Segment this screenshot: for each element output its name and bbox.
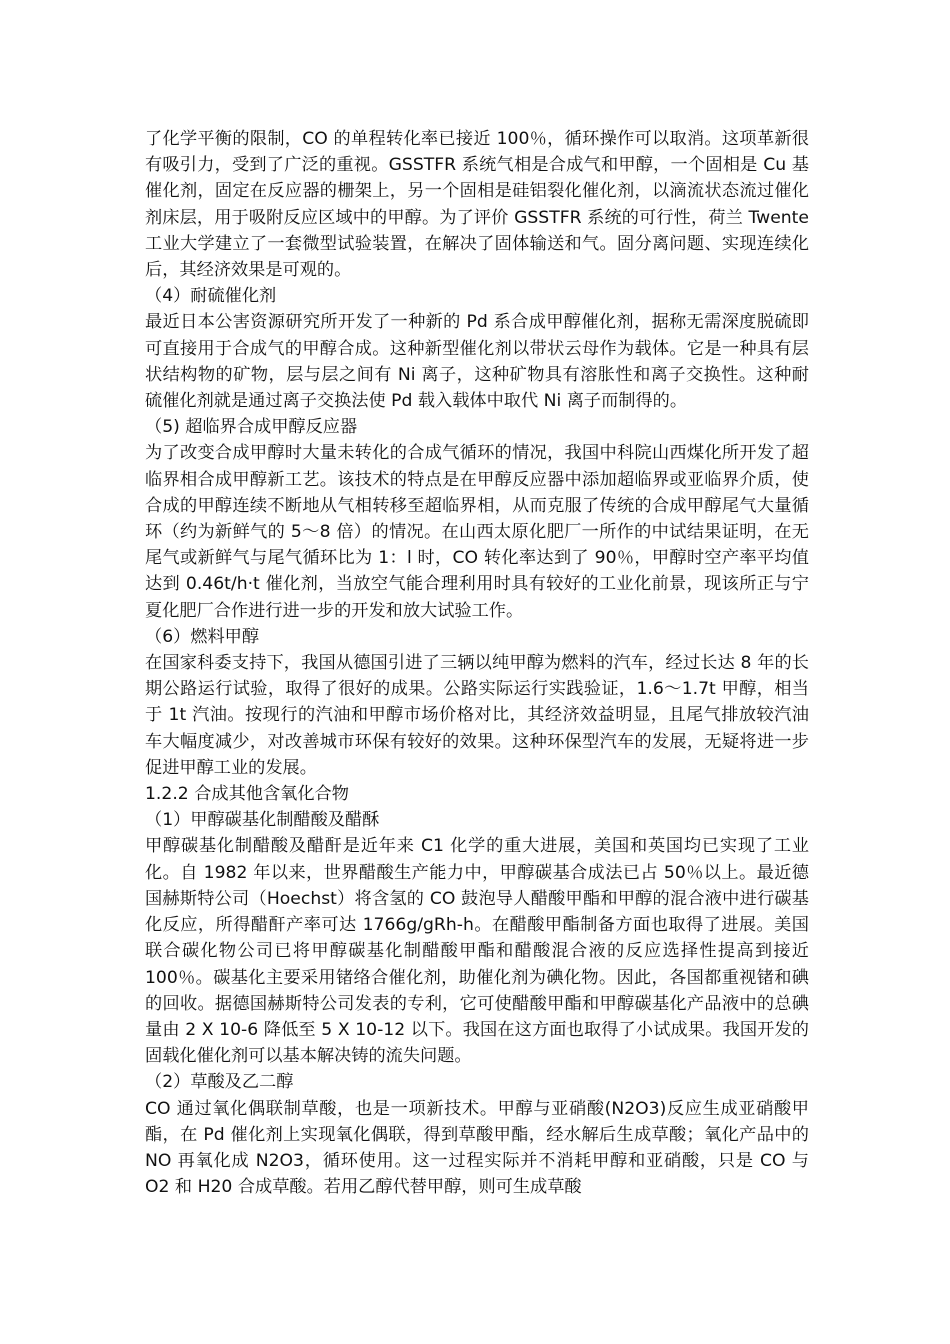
paragraph-pd-catalyst: 最近日本公害资源研究所开发了一种新的 Pd 系合成甲醇催化剂，据称无需深度脱硫即可直接用于合成气的甲醇合成。这种新型催化剂以带状云母作为载体。它是一种具有层状结构物的矿物，层与层之间有 Ni 离子，这种矿物具有溶胀性和离子交换性。这种耐硫催化剂就是通过离子交换法使 Pd 载入载体中取代 Ni 离子而制得的。 (145, 312, 809, 412)
paragraph-oxalic-acid: CO 通过氧化偶联制草酸，也是一项新技术。甲醇与亚硝酸(N2O3)反应生成亚硝酸甲酯，在 Pd 催化剂上实现氧化偶联，得到草酸甲酯，经水解后生成草酸；氧化产品中的 NO 再氧化成 N2O3，循环使用。这一过程实际并不消耗甲醇和亚硝酸，只是 CO 与 O2 和 H20 合成草酸。若用乙醇代替甲醇，则可生成草酸 (145, 1098, 809, 1198)
heading-oxalic-acid: （2）草酸及乙二醇 (145, 1072, 294, 1093)
heading-supercritical-reactor: （5) 超临界合成甲醇反应器 (145, 417, 358, 438)
heading-section-1-2-2: 1.2.2 合成其他含氧化合物 (145, 784, 349, 805)
heading-sulfur-resistant-catalyst: （4）耐硫催化剂 (145, 286, 277, 307)
paragraph-supercritical-process: 为了改变合成甲醇时大量未转化的合成气循环的情况，我国中科院山西煤化所开发了超临界相合成甲醇新工艺。该技术的特点是在甲醇反应器中添加超临界或亚临界介质，使合成的甲醇连续不断地从气相转移至超临界相，从而克服了传统的合成甲醇尾气大量循环（约为新鲜气的 5～8 倍）的情况。在山西太原化肥厂一所作的中试结果证明，在无尾气或新鲜气与尾气循环比为 1：l 时，CO 转化率达到了 90％，甲醇时空产率平均值达到 0.46t/h·t 催化剂，当放空气能合理利用时具有较好的工业化前景，现该所正与宁夏化肥厂合作进行进一步的开发和放大试验工作。 (145, 443, 809, 621)
paragraph-gsstfr-system: 了化学平衡的限制，CO 的单程转化率已接近 100％，循环操作可以取消。这项革新很有吸引力，受到了广泛的重视。GSSTFR 系统气相是合成气和甲醇，一个固相是 Cu 基催化剂，固定在反应器的栅架上，另一个固相是硅铝裂化催化剂，以滴流状态流过催化剂床层，用于吸附反应区域中的甲醇。为了评价 GSSTFR 系统的可行性，荷兰 Twente 工业大学建立了一套微型试验装置，在解决了固体输送和气。固分离问题、实现连续化后，其经济效果是可观的。 (145, 129, 809, 281)
heading-acetic-acid: （1）甲醇碳基化制醋酸及醋酥 (145, 810, 380, 831)
document-page (145, 126, 809, 1200)
heading-fuel-methanol: （6）燃料甲醇 (145, 626, 260, 647)
paragraph-fuel-methanol: 在国家科委支持下，我国从德国引进了三辆以纯甲醇为燃料的汽车，经过长达 8 年的长期公路运行试验，取得了很好的成果。公路实际运行实践验证，1.6～1.7t 甲醇，相当于 1t 汽油。按现行的汽油和甲醇市场价格对比，其经济效益明显，且尾气排放较汽油车大幅度减少，对改善城市环保有较好的效果。这种环保型汽车的发展，无疑将进一步促进甲醇工业的发展。 (145, 653, 809, 778)
paragraph-acetic-acid: 甲醇碳基化制醋酸及醋酐是近年来 C1 化学的重大进展，美国和英国均已实现了工业化。自 1982 年以来，世界醋酸生产能力中，甲醇碳基合成法已占 50％以上。最近德国赫斯特公司（Hoechst）将含氢的 CO 鼓泡导人醋酸甲酯和甲醇的混合液中进行碳基化反应，所得醋酐产率可达 1766g/gRh-h。在醋酸甲酯制备方面也取得了进展。美国联合碳化物公司已将甲醇碳基化制醋酸甲酯和醋酸混合液的反应选择性提高到接近 100％。碳基化主要采用锗络合催化剂，助催化剂为碘化物。因此，各国都重视锗和碘的回收。据德国赫斯特公司发表的专利，它可使醋酸甲酯和甲醇碳基化产品液中的总碘量由 2 X 10-6 降低至 5 X 10-12 以下。我国在这方面也取得了小试成果。我国开发的固载化催化剂可以基本解决铸的流失问题。 (145, 836, 809, 1067)
